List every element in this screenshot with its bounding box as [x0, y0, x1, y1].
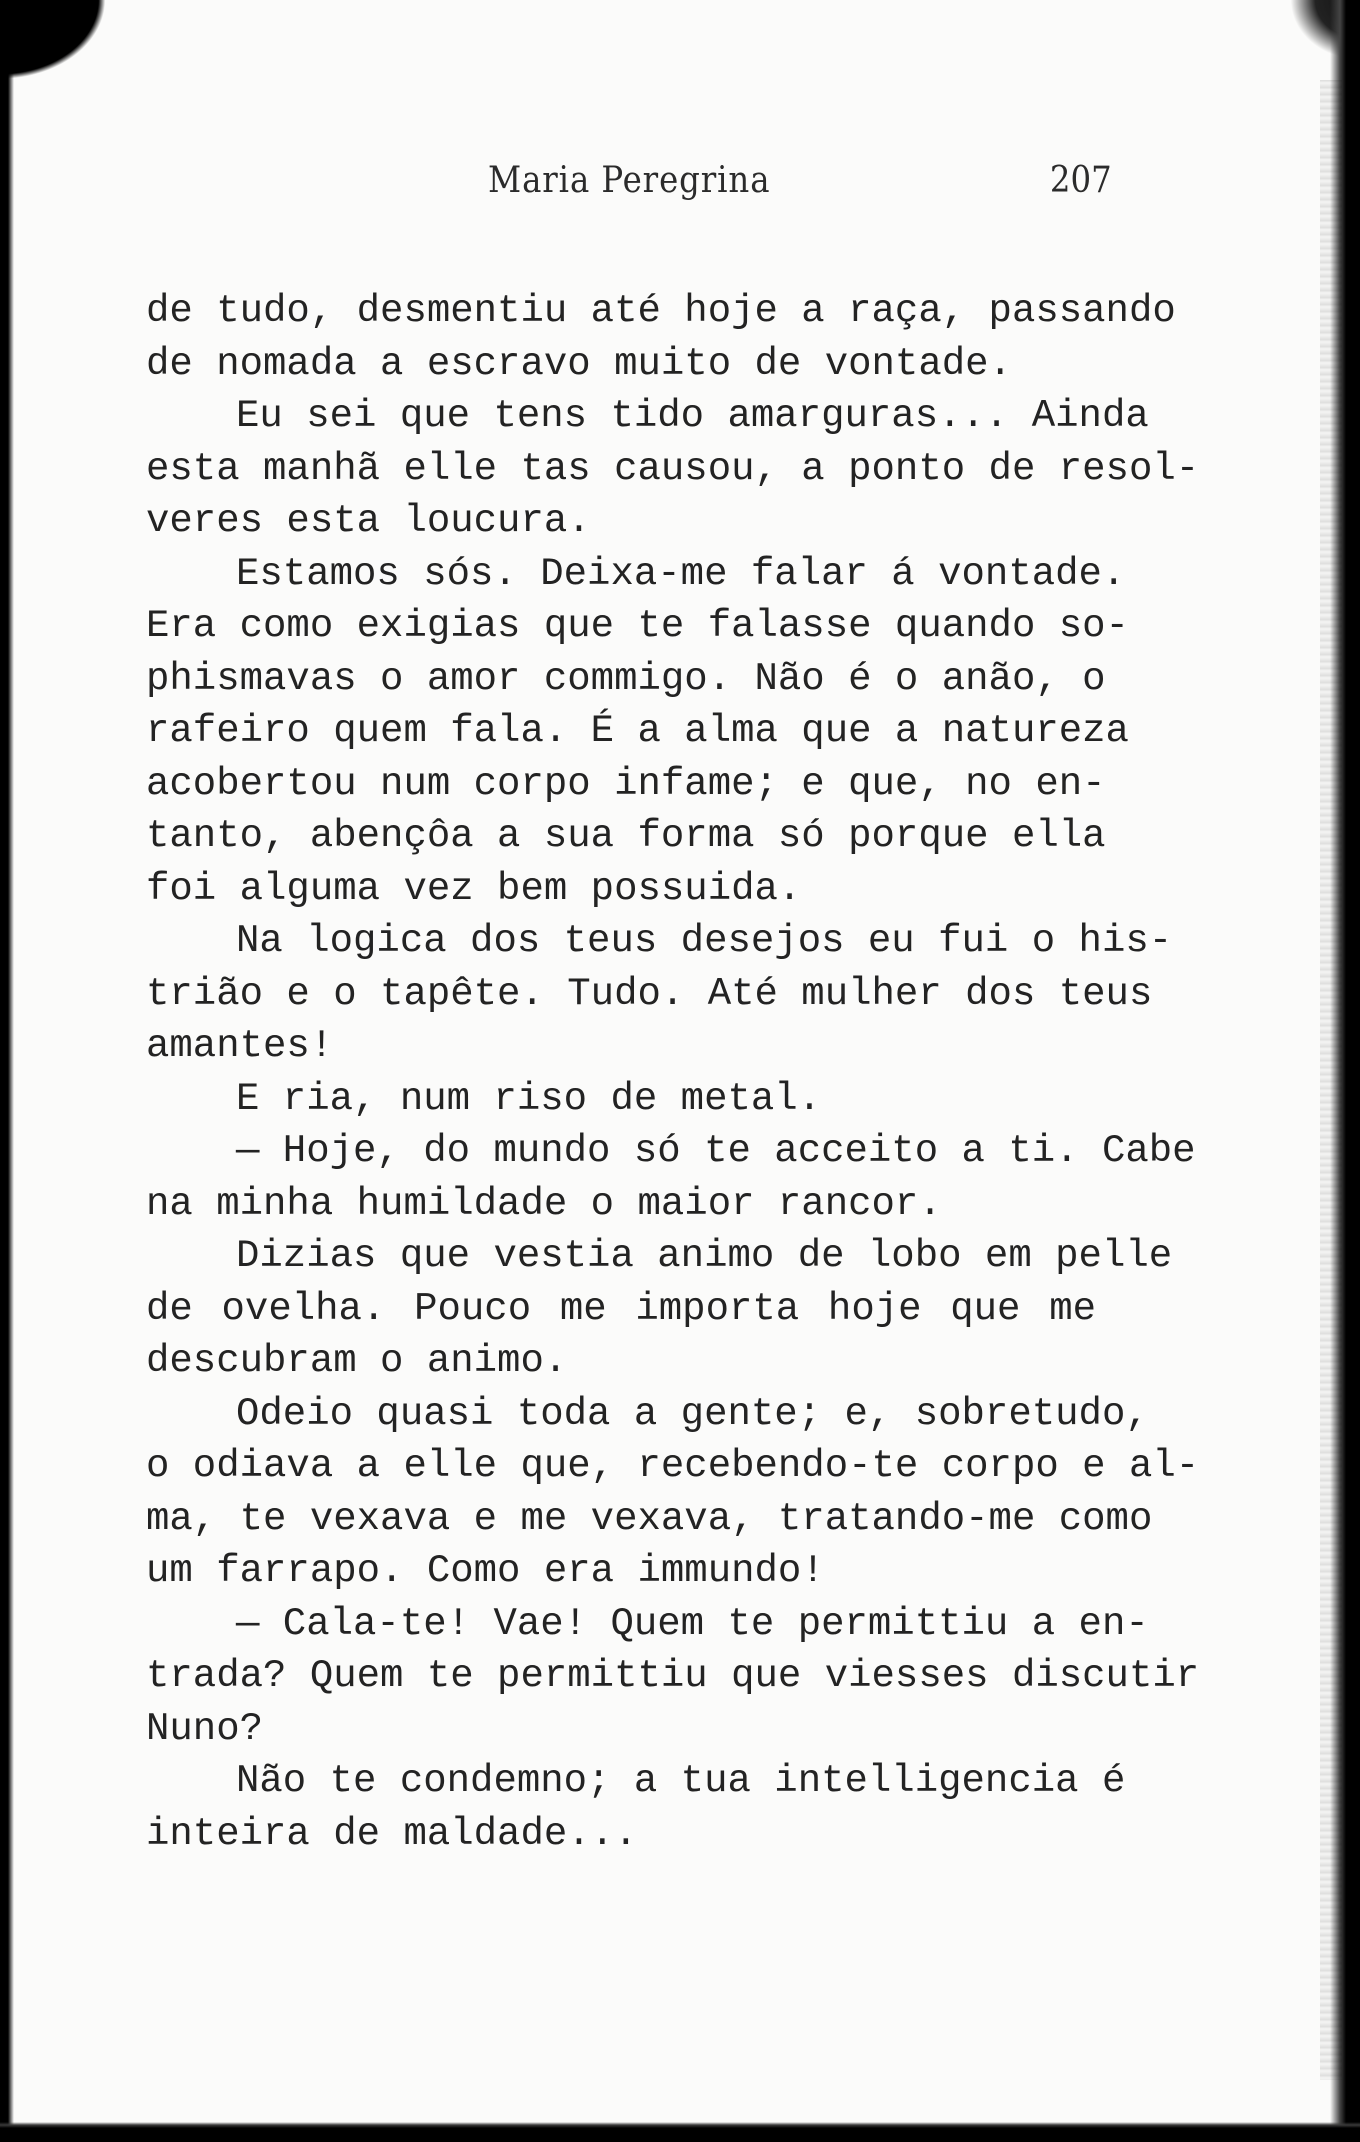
text-line: na minha humildade o maior rancor. — [146, 1181, 942, 1226]
text-line: de ovelha. Pouco me importa hoje que me — [146, 1286, 1096, 1331]
scan-grain — [1320, 80, 1342, 2080]
text-line: inteira de maldade... — [146, 1811, 638, 1856]
text-line: amantes! — [146, 1024, 334, 1068]
text-line: Não te condemno; a tua intelligencia é — [236, 1759, 1126, 1803]
text-line: descubram o animo. — [146, 1339, 568, 1383]
text-line: Odeio quasi toda a gente; e, sobretudo, — [236, 1391, 1149, 1436]
text-line: E ria, num riso de metal. — [236, 1076, 822, 1121]
text-line: de tudo, desmentiu até hoje a raça, passando — [146, 289, 1176, 333]
page-header — [470, 160, 1120, 210]
text-line: o odiava a elle que, recebendo-te corpo e al- — [146, 1444, 1200, 1488]
scan-shadow-edge — [0, 2122, 1360, 2142]
page-number: 207 — [1050, 160, 1112, 201]
body-text — [146, 285, 1200, 1860]
text-line: Nuno? — [146, 1706, 264, 1751]
text-line: — Cala-te! Vae! Quem te permittiu a en- — [236, 1601, 1149, 1646]
running-title: Maria Peregrina — [488, 160, 771, 201]
text-line: Dizias que vestia animo de lobo em pelle — [236, 1234, 1173, 1278]
text-line: esta manhã elle tas causou, a ponto de resol- — [146, 446, 1200, 491]
text-line: Eu sei que tens tido amarguras... Ainda — [236, 394, 1149, 438]
text-line: ma, te vexava e me vexava, tratando-me como — [146, 1496, 1153, 1541]
scan-shadow-corner — [0, 0, 120, 90]
text-line: Estamos sós. Deixa-me falar á vontade. — [236, 551, 1126, 596]
text-line: Na logica dos teus desejos eu fui o his- — [236, 919, 1173, 963]
text-line: acobertou num corpo infame; e que, no en- — [146, 761, 1106, 806]
text-line: trada? Quem te permittiu que viesses discutir — [146, 1654, 1200, 1698]
text-line: tanto, abençôa a sua forma só porque ella — [146, 814, 1106, 858]
text-line: veres esta loucura. — [146, 499, 591, 543]
text-line: Era como exigias que te falasse quando so- — [146, 604, 1129, 648]
text-line: um farrapo. Como era immundo! — [146, 1549, 825, 1593]
text-line: — Hoje, do mundo só te acceito a ti. Cabe — [236, 1129, 1196, 1173]
text-line: foi alguma vez bem possuida. — [146, 866, 802, 911]
text-line: trião e o tapête. Tudo. Até mulher dos teus — [146, 971, 1153, 1016]
text-line: de nomada a escravo muito de vontade. — [146, 341, 1012, 386]
text-line: rafeiro quem fala. É a alma que a natureza — [146, 709, 1129, 753]
scan-shadow-edge — [0, 0, 14, 2142]
text-line: phismavas o amor commigo. Não é o anão, o — [146, 656, 1106, 701]
